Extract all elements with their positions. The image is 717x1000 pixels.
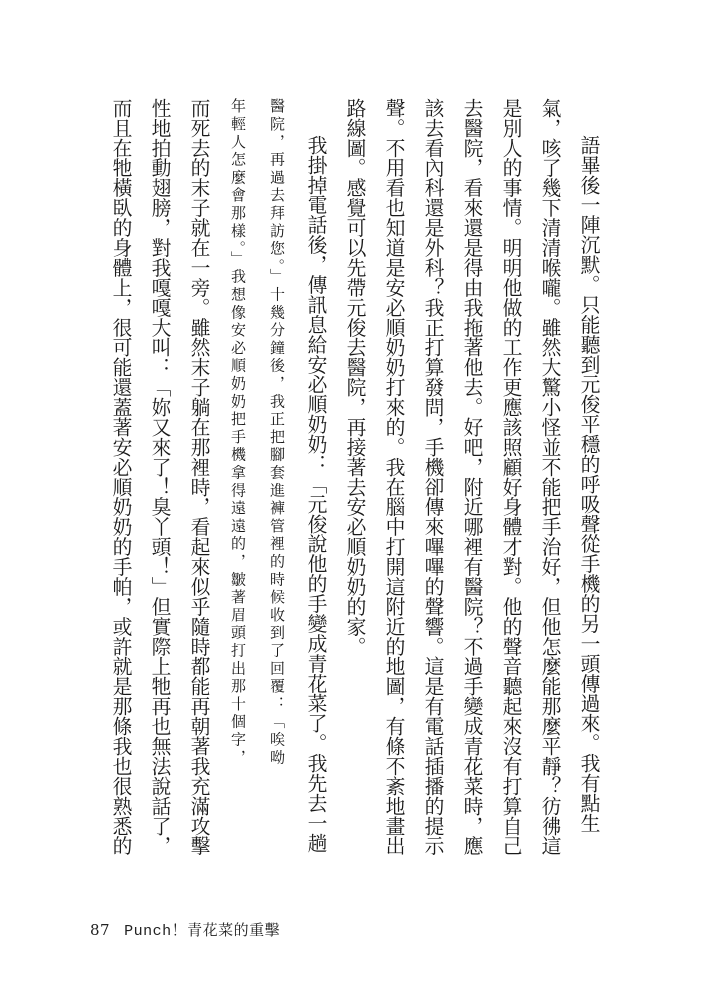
text-column-3: 是別人的事情。明明他做的工作更應該照顧好身體才對。他的聲音聽起來沒有打算自己 <box>499 98 522 856</box>
text-column-7: 路線圖。感覺可以先帶元俊去醫院，再接著去安必順奶奶的家。 <box>343 98 366 657</box>
text-column-6: 聲。不用看也知道是安必順奶奶打來的。我在腦中打開這附近的地圖，有條不紊地畫出 <box>382 98 405 856</box>
book-title: Punch！青花菜的重擊 <box>124 923 281 940</box>
text-column-12: 性地拍動翅膀，對我嘎嘎大叫：「妳又來了！臭丫頭！」但實際上牠再也無法說話了， <box>148 98 171 856</box>
text-column-9: 醫院，再過去拜訪您。」十幾分鐘後，我正把腳套進褲管裡的時候收到了回覆：「唉呦 <box>268 98 286 767</box>
text-column-8: 我掛掉電話後，傳訊息給安必順奶奶：「元俊說他的手變成青花菜了。我先去一趟 <box>304 135 327 853</box>
page-number: 87 <box>90 921 111 939</box>
page-footer <box>90 919 280 940</box>
text-column-13: 而且在牠橫臥的身體上，很可能還蓋著安必順奶奶的手帕，或許就是那條我也很熟悉的 <box>109 98 132 856</box>
text-column-2: 氣，咳了幾下清清喉嚨。雖然大驚小怪並不能把手治好，但他怎麼能那麼平靜？彷彿這 <box>538 98 561 856</box>
text-column-10: 年輕人怎麼會那樣。」我想像安必順奶奶把手機拿得遠遠的，皺著眉頭打出那十個字， <box>229 98 247 767</box>
text-column-1: 語畢後一陣沉默。只能聽到元俊平穩的呼吸聲從手機的另一頭傳過來。我有點生 <box>577 135 600 833</box>
text-column-4: 去醫院，看來還是得由我拖著他去。好吧，附近哪裡有醫院？不過手變成青花菜時，應 <box>460 98 483 856</box>
text-column-11: 而死去的末子就在一旁。雖然末子躺在那裡時，看起來似乎隨時都能再朝著我充滿攻擊 <box>187 98 210 856</box>
text-column-5: 該去看內科還是外科？我正打算發問，手機卻傳來嗶嗶的聲響。這是有電話插播的提示 <box>421 98 444 856</box>
